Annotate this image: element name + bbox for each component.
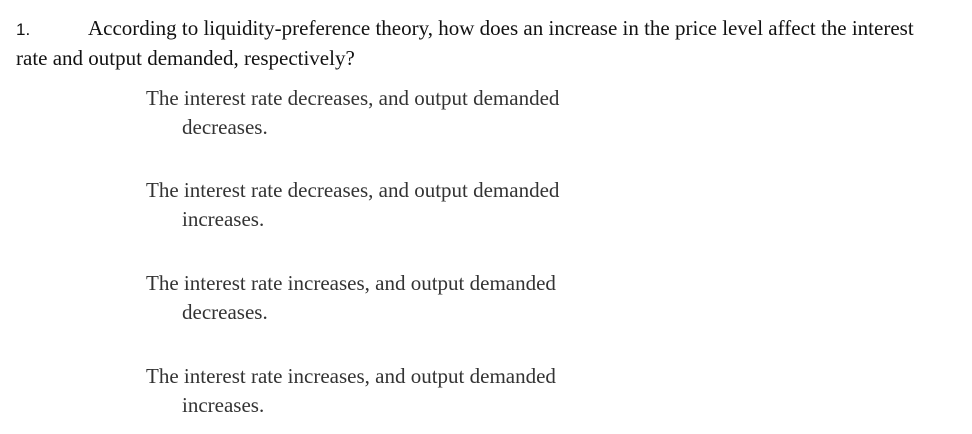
question-text-block: [16, 14, 946, 73]
answer-option-d[interactable]: [146, 362, 616, 420]
question-prompt: According to liquidity-preference theory, how does an increase in the price level affect the interest rate and output demanded, respectively?: [16, 16, 914, 70]
answer-option-text-continued: increases.: [182, 393, 265, 417]
answer-option-text: The interest rate decreases, and output demanded: [146, 178, 560, 202]
answer-option-b[interactable]: [146, 176, 616, 234]
answer-option-text: The interest rate increases, and output demanded: [146, 364, 556, 388]
answer-option-text: The interest rate increases, and output demanded: [146, 271, 556, 295]
answer-option-a[interactable]: [146, 84, 616, 142]
answer-option-text-continued: increases.: [182, 207, 265, 231]
answer-option-text: The interest rate decreases, and output demanded: [146, 86, 560, 110]
answer-option-c[interactable]: [146, 269, 616, 327]
answer-option-text-continued: decreases.: [182, 115, 268, 139]
question-number: 1.: [16, 20, 31, 39]
answer-option-text-continued: decreases.: [182, 300, 268, 324]
